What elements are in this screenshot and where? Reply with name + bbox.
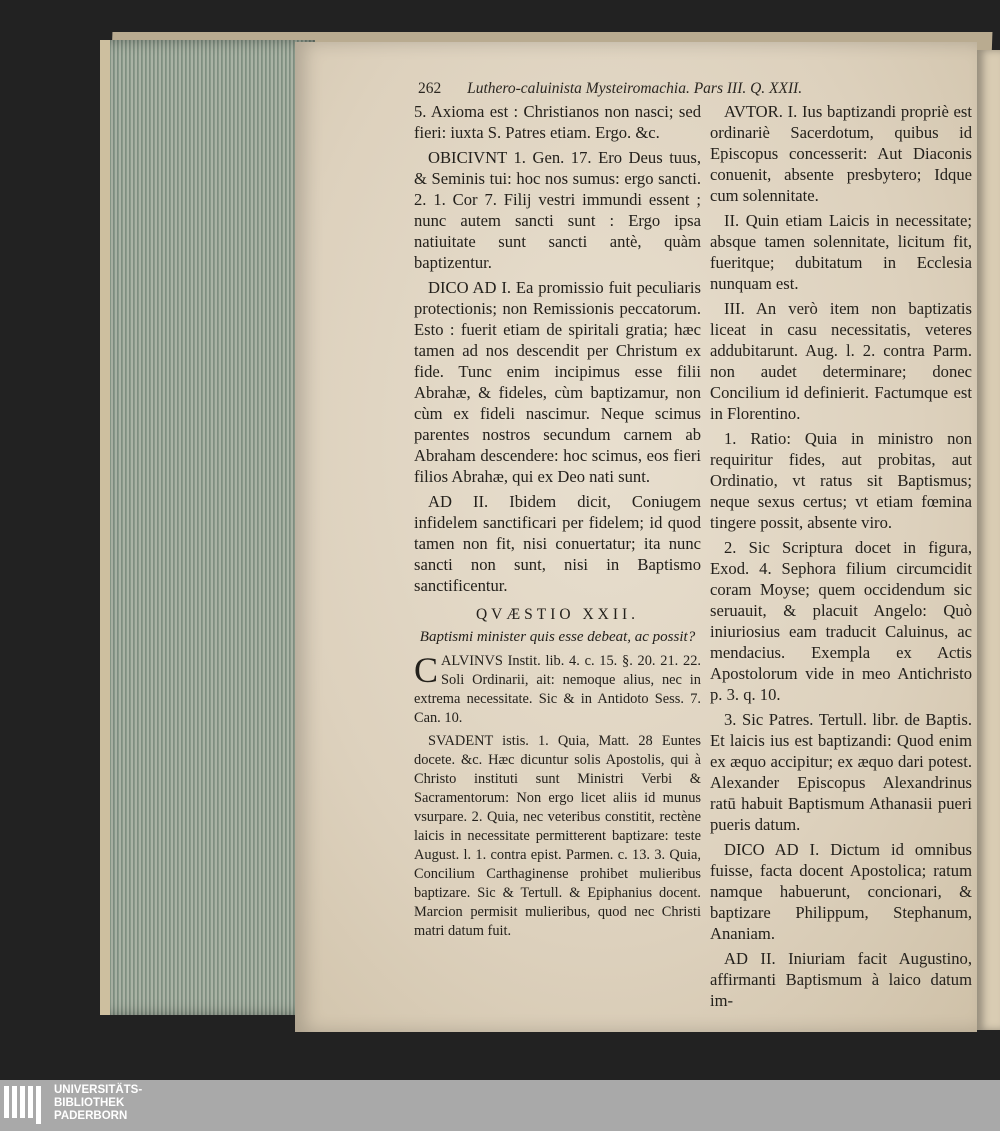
paragraph: 3. Sic Patres. Tertull. libr. de Baptis. Et laicis ius est baptizandi: Quod enim ex æquo accipitur; ex æquo dari potest. Alexander Episcopus Alexandrinus ratū habuit Baptismum Athanasii pueri pueris datum. [710,710,972,834]
logo-line: BIBLIOTHEK [54,1097,125,1109]
drop-cap: C [414,650,439,690]
running-header [418,80,918,98]
running-title: Luthero-caluinista Mysteiromachia. Pars III. Q. XXII. [467,80,803,97]
library-footer [0,1080,1000,1131]
paragraph: OBICIVNT 1. Gen. 17. Ero Deus tuus, & Seminis tui: hoc nos sumus: ergo sancti. 2. 1. Cor 7. Filij vestri immundi essent ; nunc autem sancti sunt : Ergo ipsa natiuitate sunt sancti antè, quàm baptizentur. [414,148,701,272]
paragraph: 2. Sic Scriptura docet in figura, Exod. 4. Sephora filium circumcidit coram Moyse; quem occidendum sic seruauit, & placuit Angelo: Quò iniuriosius eam traducit Caluinus, ac mendacius. Exempla ex Actis Apostolorum vide in meo Antichristo p. 3. q. 10. [710,538,972,704]
page-block-edge [100,40,315,1015]
paragraph: DICO AD I. Dictum id omnibus fuisse, facta docent Apostolica; ratum namque habuerunt, concionari, & baptizare Philippum, Stephanum, Ananiam. [710,840,972,943]
question-title: QVÆSTIO XXII. [475,606,640,623]
page-number: 262 [418,80,442,97]
library-logo-text [54,1084,142,1123]
paragraph: ALVINVS Instit. lib. 4. c. 15. §. 20. 21. 22. Soli Ordinarii, ait: nemoque alius, nec in extrema necessitate. Sic & in Antidoto Sess. 7. Can. 10. [414,653,701,726]
paragraph: SVADENT istis. 1. Quia, Matt. 28 Euntes docete. &c. Hæc dicuntur solis Apostolis, qui à Christo instituti sunt Ministri Verbi & Sacramentorum: Non ergo licet aliis id munus vsurpare. 2. Quia, nec veteribus constitit, rectène laicis in necessitate permitterent baptizare: teste August. l. 1. contra epist. Parmen. c. 13. 3. Quia, Concilium Carthaginense prohibet mulieribus baptizare. Sic & Tertull. & Epiphanius docent. Marcion permisit mulieribus, quod nec Christi matri datum fuit. [414,733,701,939]
logo-line: UNIVERSITÄTS- [54,1084,143,1096]
paragraph: II. Quin etiam Laicis in necessitate; absque tamen solennitate, licitum fit, fueritque; dubitatum in Ecclesia nunquam est. [710,211,972,293]
paragraph: 1. Ratio: Quia in ministro non requiritur fides, aut probitas, aut Ordinatio, vt ratus sit Baptismus; neque sexus certus; vt etiam fœmina tingere possit, absente viro. [710,429,972,532]
question-subtitle: Baptismi minister quis esse debeat, ac possit? [419,629,696,645]
library-logo-icon [4,1086,44,1124]
right-column [710,101,972,1015]
paragraph: 5. Axioma est : Christianos non nasci; sed fieri: iuxta S. Patres etiam. Ergo. &c. [414,102,701,142]
paragraph: AVTOR. I. Ius baptizandi propriè est ordinariè Sacerdotum, quibus id Episcopus concesserit: Aut Diaconis conuenit, absente presbytero; Idque cum solennitate. [710,102,972,205]
paragraph: DICO AD I. Ea promissio fuit peculiaris protectionis; non Remissionis peccatorum. Esto : fuerit etiam de spiritali gratia; hæc tamen ad nos descendit per Christum ex fide. Tunc enim incipimus esse filii Abrahæ, & fideles, cùm baptizamur, non cùm ex fideli nascimur. Neque scimus parentes nostros secundum carnem ab Abraham descendere: hoc scimus, eos fieri filios Abrahæ, qui ex Deo nati sunt. [414,278,701,486]
paragraph: AD II. Ibidem dicit, Coniugem infidelem sanctificari per fidelem; id quod tamen non fit, nisi conuertatur; ita nunc sancti non sunt, nisi in Baptismo sanctificentur. [414,492,701,595]
paragraph: III. An verò item non baptizatis liceat in casu necessitatis, veteres addubitarunt. Aug. l. 2. contra Parm. non audet determinare; donec Concilium id definierit. Factumque est in Florentino. [710,299,972,423]
logo-line: PADERBORN [54,1110,128,1122]
paragraph: AD II. Iniuriam facit Augustino, affirmanti Baptismum à laico datum im- [710,949,972,1010]
facing-page-edge [977,50,1000,1030]
left-column [414,101,701,945]
